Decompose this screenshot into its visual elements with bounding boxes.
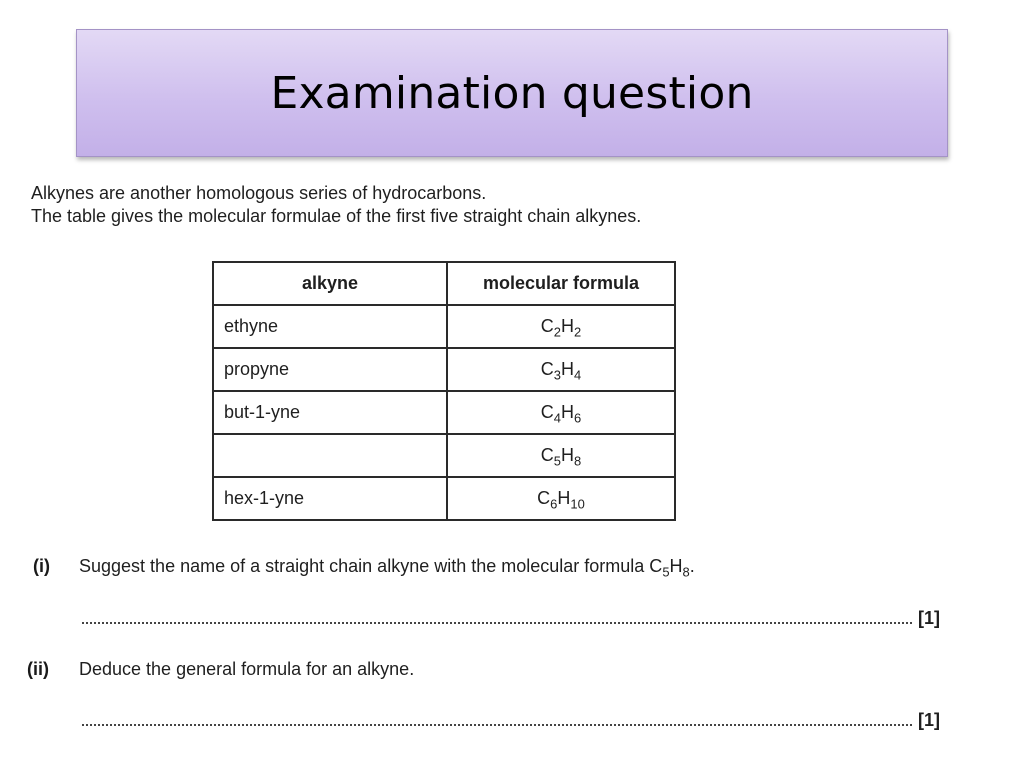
question-1-marks: [1]: [918, 608, 940, 628]
table-row: [213, 348, 675, 391]
alkyne-name-blank: [213, 434, 447, 477]
intro-text: [31, 182, 641, 228]
header-molecular-formula: molecular formula: [447, 262, 675, 305]
slide-title-box: [76, 29, 948, 157]
alkyne-table: [212, 261, 676, 521]
alkyne-name: hex-1-yne: [213, 477, 447, 520]
molecular-formula: $C_5H_8$: [447, 434, 675, 477]
alkyne-name: ethyne: [213, 305, 447, 348]
table-row: [213, 434, 675, 477]
question-2-marks: [1]: [918, 710, 940, 730]
intro-line-2: The table gives the molecular formulae of the first five straight chain alkynes.: [31, 206, 642, 226]
slide-title: Examination question: [270, 67, 754, 119]
table-row: [213, 477, 675, 520]
table-row: [213, 391, 675, 434]
table-row: [213, 305, 675, 348]
molecular-formula: $C_3H_4$: [447, 348, 675, 391]
question-2-text: Deduce the general formula for an alkyne.: [79, 659, 415, 679]
question-2-number: (ii): [27, 659, 49, 679]
intro-line-1: Alkynes are another homologous series of hydrocarbons.: [31, 183, 487, 203]
table-header-row: [213, 262, 675, 305]
molecular-formula: $C_4H_6$: [447, 391, 675, 434]
question-1-text: Suggest the name of a straight chain alkyne with the molecular formula $C_5H_8$.: [79, 556, 695, 580]
alkyne-name: but-1-yne: [213, 391, 447, 434]
molecular-formula: $C_2H_2$: [447, 305, 675, 348]
answer-line-2[interactable]: [82, 724, 912, 726]
question-1-number: (i): [33, 556, 50, 576]
alkyne-name: propyne: [213, 348, 447, 391]
answer-line-1[interactable]: [82, 622, 912, 624]
molecular-formula: $C_6H_{10}$: [447, 477, 675, 520]
header-alkyne: alkyne: [213, 262, 447, 305]
